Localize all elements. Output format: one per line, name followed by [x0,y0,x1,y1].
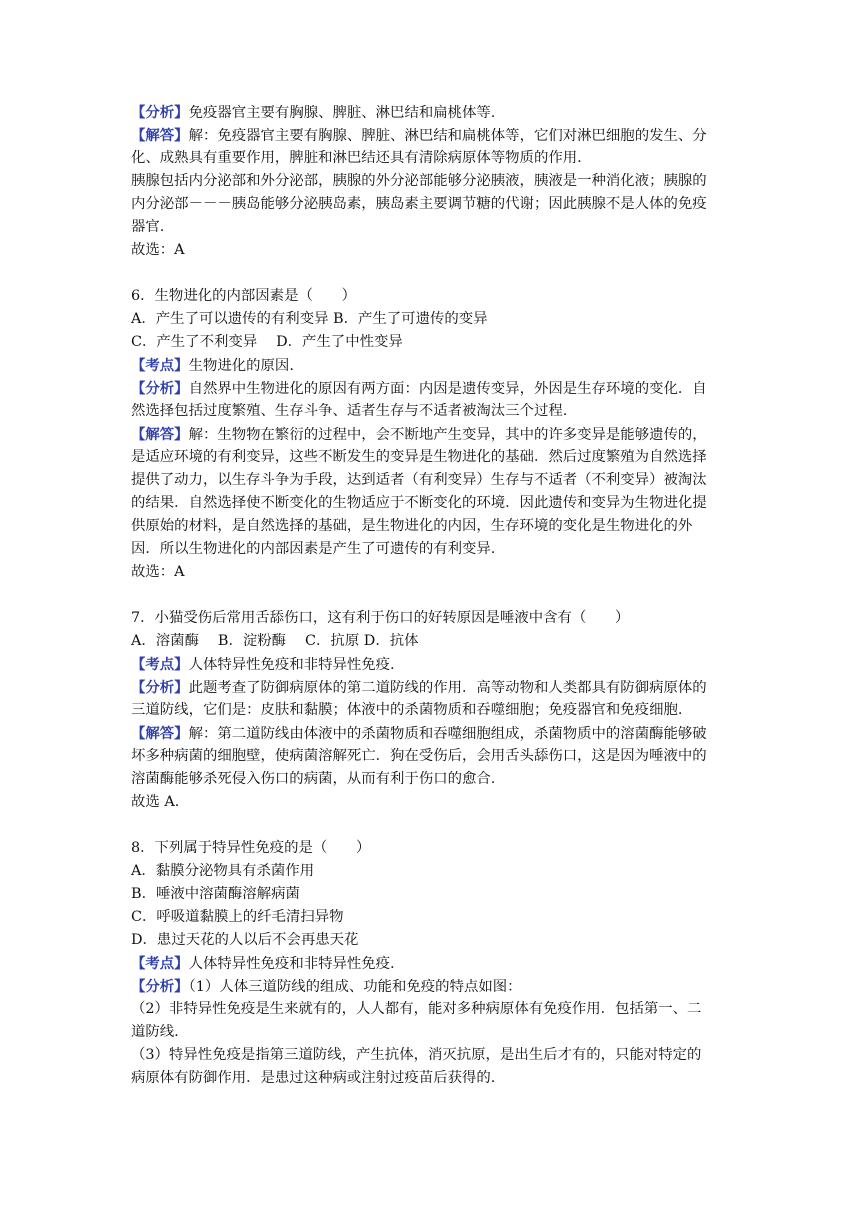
text-line [131,791,731,814]
section-tag: 【考点】 [131,357,189,374]
line-text: 人体特异性免疫和非特异性免疫. [188,657,395,673]
line-text: 内分泌部－－－胰岛能够分泌胰岛素，胰岛素主要调节糖的代谢；因此胰腺不是人体的免疫 [131,196,707,212]
line-text: 7．小猫受伤后常用舌舔伤口，这有利于伤口的好转原因是唾液中含有（ ） [131,610,630,626]
paragraph-gap [131,814,731,837]
text-line [131,239,731,262]
line-text: 人体特异性免疫和非特异性免疫. [188,956,395,972]
section-tag: 【考点】 [131,656,189,673]
line-text: 坏多种病菌的细胞壁，使病菌溶解死亡．狗在受伤后，会用舌头舔伤口，这是因为唾液中的 [131,748,707,764]
text-line [131,216,731,239]
text-line [131,768,731,791]
question-8 [131,837,731,1090]
question-7 [131,607,731,814]
text-line [131,860,731,883]
line-text: 提供了动力，以生存斗争为手段，达到适者（有利变异）生存与不适者（不利变异）被淘汰 [131,472,707,488]
line-text: 器官. [131,219,165,235]
section-tag: 【分析】 [131,104,189,121]
text-line [131,952,731,975]
text-line [131,331,731,354]
text-line [131,400,731,423]
line-text: 道防线. [131,1024,179,1040]
section-tag: 【解答】 [131,426,189,443]
text-line [131,446,731,469]
line-text: 解：免疫器官主要有胸腺、脾脏、淋巴结和扁桃体等，它们对淋巴细胞的发生、分 [188,128,707,144]
text-line [131,998,731,1021]
text-line [131,101,731,124]
text-line [131,170,731,193]
line-text: 溶菌酶能够杀死侵入伤口的病菌，从而有利于伤口的愈合. [131,771,496,787]
text-line [131,1021,731,1044]
text-line [131,722,731,745]
text-line [131,699,731,722]
line-text: （2）非特异性免疫是生来就有的，人人都有，能对多种病原体有免疫作用．包括第一、二 [131,1001,702,1017]
line-text: （1）人体三道防线的组成、功能和免疫的特点如图： [188,979,522,995]
answer-7-continued [131,101,731,262]
text-line [131,561,731,584]
text-line [131,124,731,147]
text-line [131,285,731,308]
section-tag: 【考点】 [131,955,189,972]
line-text: 故选：A [131,242,185,258]
section-tag: 【分析】 [131,380,189,397]
text-line [131,1044,731,1067]
line-text: 的结果．自然选择使不断变化的生物适应于不断变化的环境．因此遗传和变异为生物进化提 [131,495,707,511]
text-line [131,538,731,561]
line-text: 然选择包括过度繁殖、生存斗争、适者生存与不适者被淘汰三个过程. [131,403,568,419]
text-line [131,676,731,699]
line-text: 8．下列属于特异性免疫的是（ ） [131,840,371,856]
text-line [131,377,731,400]
text-line [131,1067,731,1090]
line-text: 6．生物进化的内部因素是（ ） [131,288,357,304]
paragraph-gap [131,262,731,285]
text-line [131,653,731,676]
line-text: B．唾液中溶菌酶溶解病菌 [131,886,300,902]
line-text: 化、成熟具有重要作用，脾脏和淋巴结还具有清除病原体等物质的作用. [131,150,582,166]
paragraph-gap [131,584,731,607]
line-text: 解：生物物在繁衍的过程中，会不断地产生变异，其中的许多变异是能够遗传的， [188,427,707,443]
line-text: C．呼吸道黏膜上的纤毛清扫异物 [131,909,344,925]
line-text: C．产生了不利变异 D．产生了中性变异 [131,334,403,350]
text-line [131,193,731,216]
text-line [131,423,731,446]
line-text: A．黏膜分泌物具有杀菌作用 [131,863,315,879]
line-text: 故选：A [131,564,185,580]
text-line [131,308,731,331]
question-6 [131,285,731,584]
line-text: 供原始的材料，是自然选择的基础，是生物进化的内因，生存环境的变化是生物进化的外 [131,518,693,534]
line-text: 三道防线，它们是：皮肤和黏膜；体液中的杀菌物质和吞噬细胞；免疫器官和免疫细胞. [131,702,683,718]
text-line [131,837,731,860]
line-text: 是适应环境的有利变异，这些不断发生的变异是生物进化的基础．然后过度繁殖为自然选择 [131,449,707,465]
text-line [131,745,731,768]
text-line [131,469,731,492]
text-line [131,492,731,515]
line-text: 此题考查了防御病原体的第二道防线的作用．高等动物和人类都具有防御病原体的 [188,680,707,696]
text-line [131,630,731,653]
line-text: 胰腺包括内分泌部和外分泌部，胰腺的外分泌部能够分泌胰液，胰液是一种消化液；胰腺的 [131,173,707,189]
text-line [131,906,731,929]
text-line [131,929,731,952]
line-text: 自然界中生物进化的原因有两方面：内因是遗传变异，外因是生存环境的变化．自 [188,381,707,397]
section-tag: 【解答】 [131,127,189,144]
text-line [131,147,731,170]
line-text: 病原体有防御作用．是患过这种病或注射过疫苗后获得的. [131,1070,496,1086]
line-text: 免疫器官主要有胸腺、脾脏、淋巴结和扁桃体等. [188,105,496,121]
text-line [131,883,731,906]
text-line [131,515,731,538]
line-text: A．溶菌酶 B．淀粉酶 C．抗原 D．抗体 [131,633,419,649]
section-tag: 【分析】 [131,978,189,995]
line-text: 解：第二道防线由体液中的杀菌物质和吞噬细胞组成，杀菌物质中的溶菌酶能够破 [188,726,707,742]
text-line [131,354,731,377]
line-text: 故选 A. [131,794,180,810]
line-text: A．产生了可以遗传的有利变异 B．产生了可遗传的变异 [131,311,488,327]
line-text: 因．所以生物进化的内部因素是产生了可遗传的有利变异. [131,541,496,557]
section-tag: 【分析】 [131,679,189,696]
line-text: （3）特异性免疫是指第三道防线，产生抗体，消灭抗原，是出生后才有的，只能对特定的 [131,1047,702,1063]
section-tag: 【解答】 [131,725,189,742]
document-page [131,101,731,1090]
text-line [131,975,731,998]
text-line [131,607,731,630]
line-text: 生物进化的原因. [188,358,294,374]
line-text: D．患过天花的人以后不会再患天花 [131,932,359,948]
